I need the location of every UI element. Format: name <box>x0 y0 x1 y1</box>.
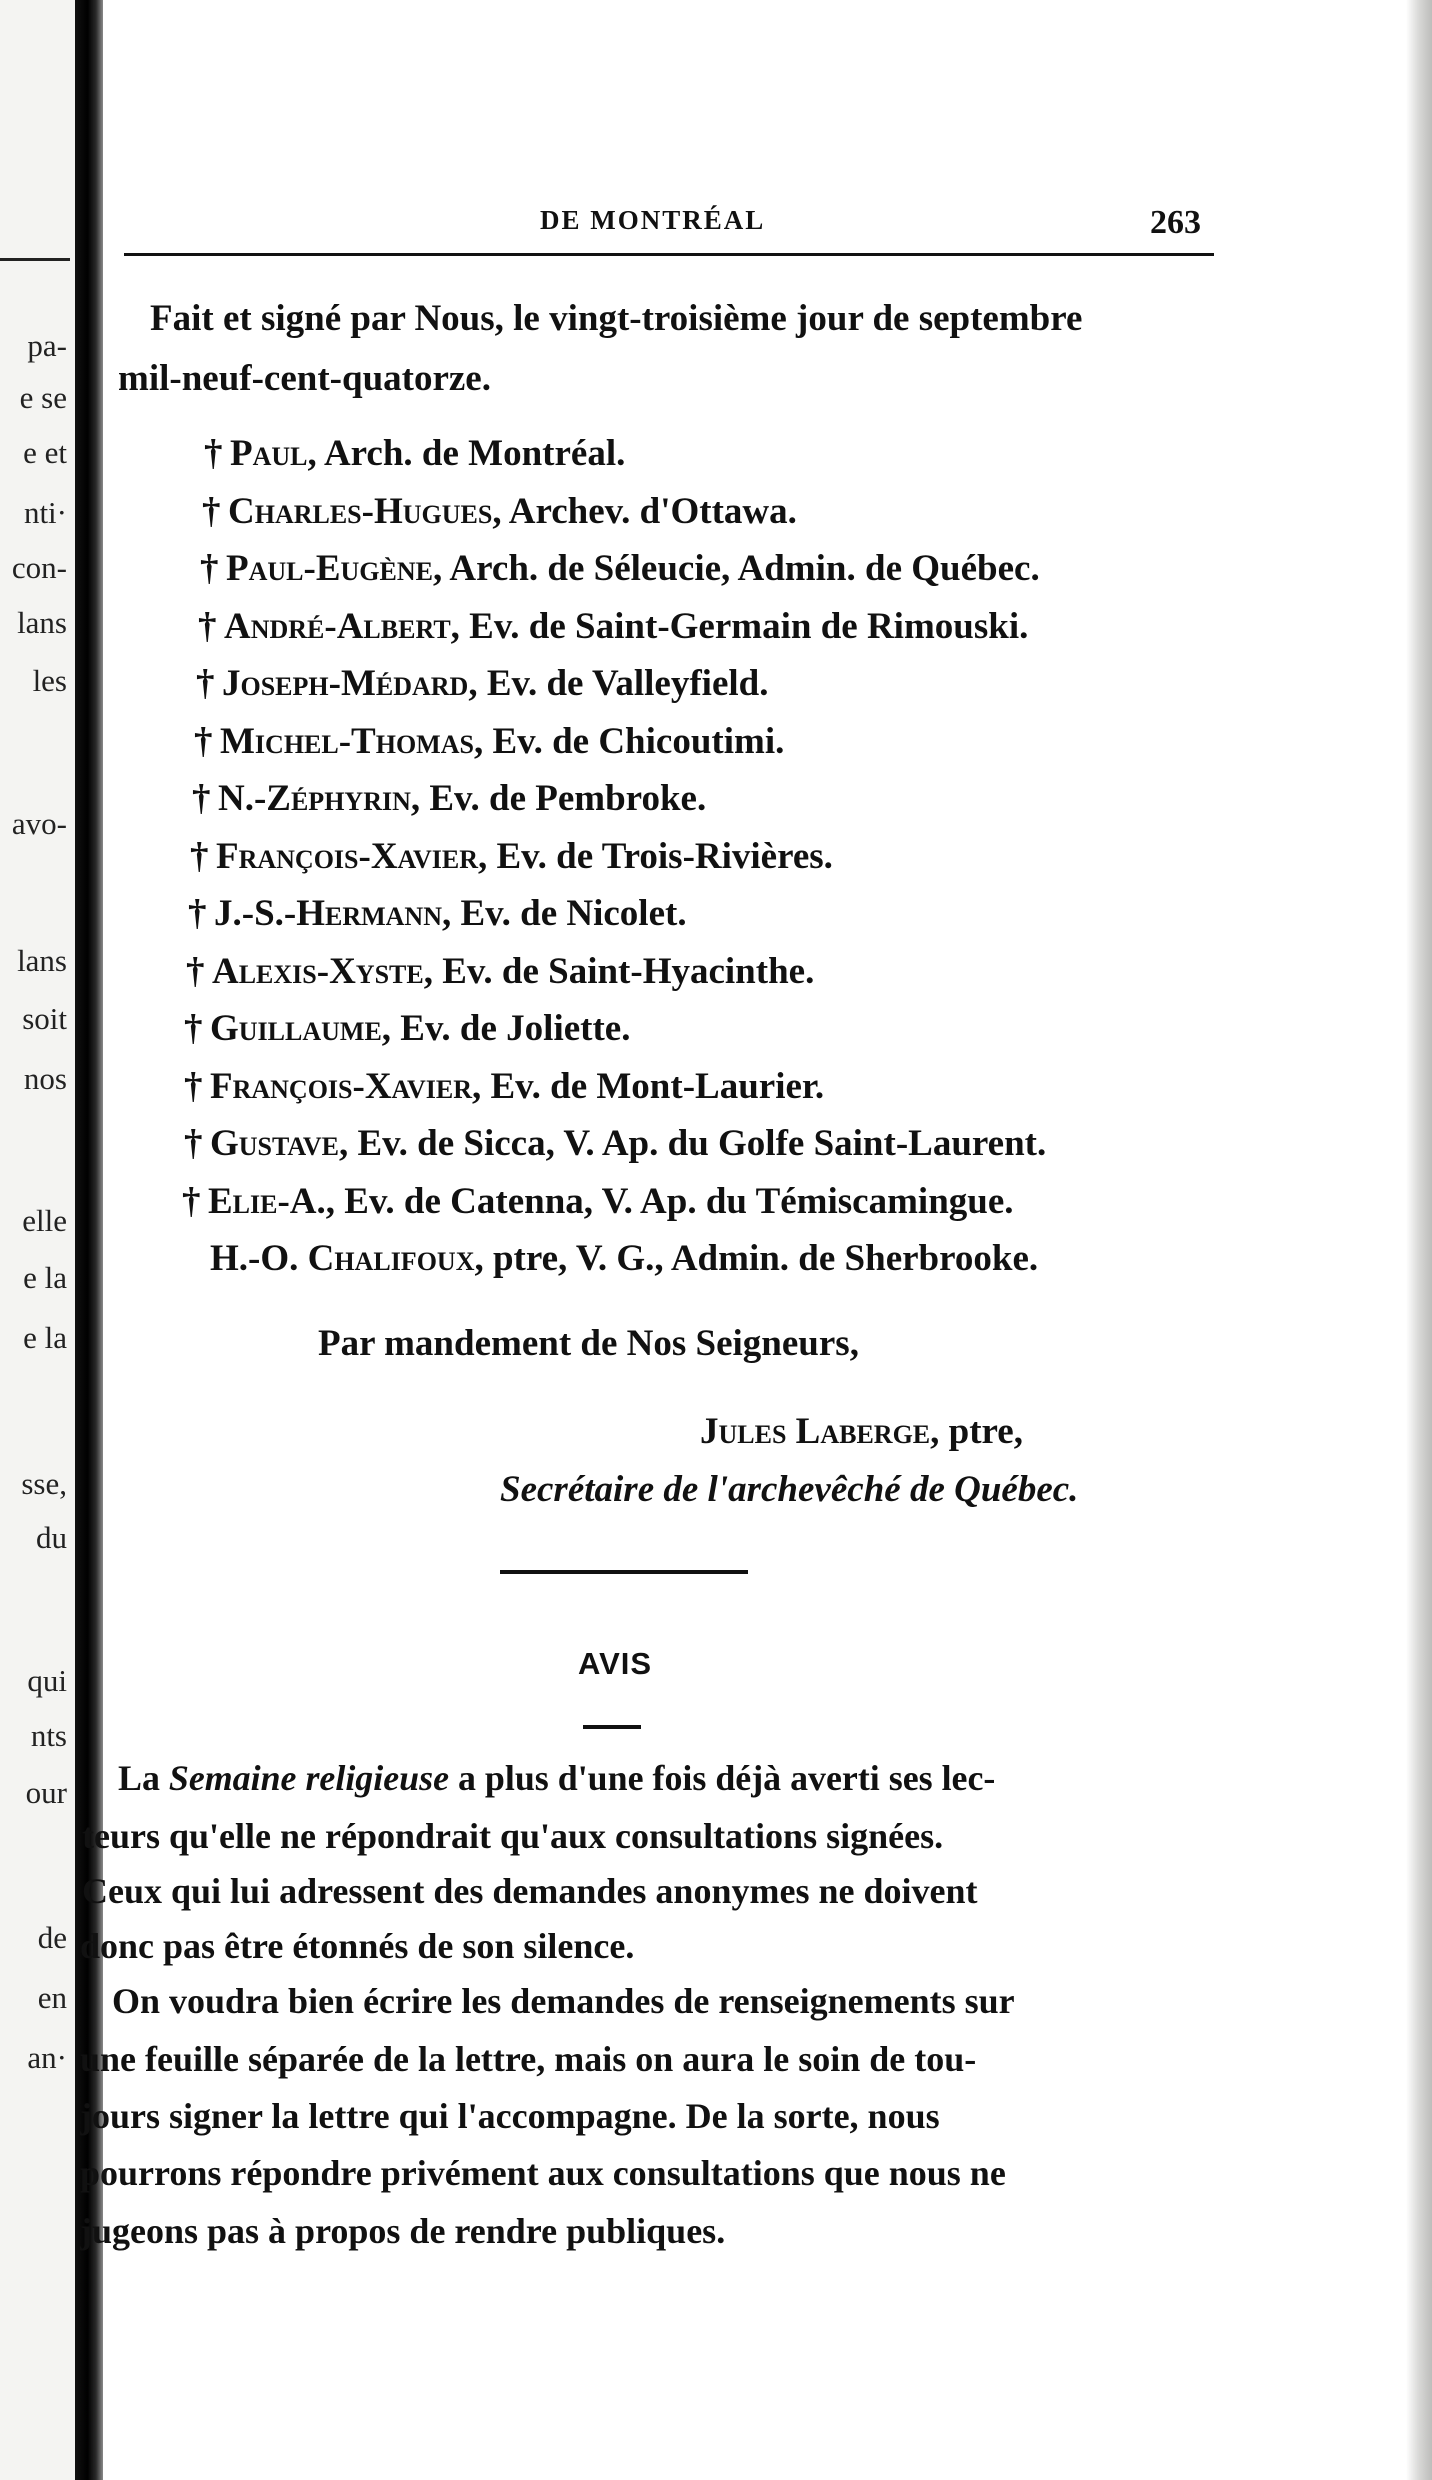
signatory-title: , Ev. de Chicoutimi. <box>473 721 785 762</box>
avis-line <box>118 1752 1215 1805</box>
avis-line: donc pas être étonnés de son silence. <box>80 1926 635 1966</box>
signatory-line <box>196 662 768 705</box>
page-number: 263 <box>1150 204 1201 241</box>
mandement-line: Par mandement de Nos Seigneurs, <box>318 1323 859 1364</box>
facing-page-fragment: an· <box>27 2040 67 2075</box>
signatory-name: Paul <box>230 433 308 474</box>
avis-text: a plus d'une fois déjà averti ses lec- <box>449 1758 996 1798</box>
signatory-line <box>204 432 625 475</box>
cross-symbol: † <box>184 1008 203 1049</box>
signatory-name: André-Albert <box>224 606 451 647</box>
secretary-suffix: , ptre, <box>930 1411 1023 1452</box>
cross-symbol: † <box>188 893 207 934</box>
secretary-signature <box>700 1410 1023 1453</box>
intro-line-1: Fait et signé par Nous, le vingt-troisième jour de septembre <box>150 298 1083 339</box>
facing-page-rule <box>0 258 70 261</box>
cross-symbol: † <box>200 548 219 589</box>
signatory-title: , Ev. de Catenna, V. Ap. du Témiscamingue. <box>325 1181 1014 1222</box>
facing-page-fragment: lans <box>17 605 67 640</box>
signatory-line <box>192 777 706 820</box>
signatory-name: Elie-A. <box>208 1181 326 1222</box>
cross-symbol: † <box>184 1123 203 1164</box>
secretary-name: Jules Laberge <box>700 1411 931 1452</box>
cross-symbol: † <box>184 1066 203 1107</box>
facing-page-fragment: nti· <box>23 495 67 530</box>
facing-page-fragment: nts <box>30 1718 67 1753</box>
cross-symbol: † <box>182 1181 201 1222</box>
facing-page-fragment: elle <box>22 1203 67 1238</box>
signatory-line <box>184 1122 1046 1165</box>
cross-symbol: † <box>192 778 211 819</box>
signatory-title: , Ev. de Nicolet. <box>442 893 687 934</box>
avis-line: jugeons pas à propos de rendre publiques. <box>80 2211 726 2251</box>
signatory-line <box>198 605 1028 648</box>
signatory-name: François-Xavier <box>210 1066 472 1107</box>
avis-line: On voudra bien écrire les demandes de renseignements sur <box>112 1981 1015 2021</box>
signatory-line <box>202 490 797 533</box>
signatory-line <box>200 547 1040 590</box>
intro-line-2: mil-neuf-cent-quatorze. <box>118 358 491 399</box>
signatory-title: , Arch. de Séleucie, Admin. de Québec. <box>432 548 1040 589</box>
signatory-title: , Archev. d'Ottawa. <box>492 491 797 532</box>
signatory-name: Paul-Eugène <box>226 548 433 589</box>
signatory-name: Guillaume <box>210 1008 382 1049</box>
avis-line: Ceux qui lui adressent des demandes anonymes ne doivent <box>82 1871 978 1911</box>
facing-page-fragment: sse, <box>21 1466 67 1501</box>
signatory-name: N.-Zéphyrin <box>218 778 411 819</box>
facing-page-fragment: nos <box>23 1061 67 1096</box>
signatory-title: , Ev. de Trois-Rivières. <box>478 836 833 877</box>
facing-page-fragment: avo- <box>11 806 67 841</box>
avis-heading: AVIS <box>578 1646 653 1681</box>
facing-page-fragment: en <box>37 1980 67 2015</box>
facing-page-fragment: our <box>25 1775 67 1810</box>
facing-page-strip <box>0 0 75 2480</box>
secretary-title: Secrétaire de l'archevêché de Québec. <box>500 1469 1079 1510</box>
signatory-title: , Ev. de Pembroke. <box>410 778 707 819</box>
running-head: DE MONTRÉAL <box>540 205 766 235</box>
facing-page-fragment: les <box>32 663 67 698</box>
signatory-name: Charles-Hugues <box>228 491 493 532</box>
signatory-name: Michel-Thomas <box>220 721 474 762</box>
signatory-title: , ptre, V. G., Admin. de Sherbrooke. <box>474 1238 1039 1279</box>
section-separator <box>500 1570 748 1574</box>
cross-symbol: † <box>186 951 205 992</box>
signatory-line <box>186 950 814 993</box>
signatory-title: , Ev. de Saint-Hyacinthe. <box>423 951 815 992</box>
signatory-title: , Arch. de Montréal. <box>307 433 626 474</box>
signatory-line <box>184 1007 630 1050</box>
signatory-name: Alexis-Xyste <box>212 951 424 992</box>
heading-dash <box>583 1725 641 1729</box>
avis-line: pourrons répondre privément aux consultations que nous ne <box>80 2153 1006 2193</box>
avis-text: La <box>118 1758 169 1798</box>
signatory-name: H.-O. Chalifoux <box>210 1238 475 1279</box>
signatory-line <box>188 892 687 935</box>
avis-line: teurs qu'elle ne répondrait qu'aux consultations signées. <box>82 1816 944 1856</box>
signatory-title: , Ev. de Mont-Laurier. <box>472 1066 825 1107</box>
signatory-title: , Ev. de Sicca, V. Ap. du Golfe Saint-Laurent. <box>338 1123 1047 1164</box>
signatory-line <box>194 720 784 763</box>
signatory-line <box>184 1065 824 1108</box>
cross-symbol: † <box>198 606 217 647</box>
cross-symbol: † <box>196 663 215 704</box>
signatory-line <box>190 835 833 878</box>
facing-page-fragment: de <box>37 1920 67 1955</box>
header-rule <box>124 253 1214 256</box>
signatory-title: , Ev. de Valleyfield. <box>468 663 769 704</box>
facing-page-fragment: lans <box>17 943 67 978</box>
signatory-name: J.-S.-Hermann <box>214 893 442 934</box>
signatory-name: Joseph-Médard <box>222 663 469 704</box>
facing-page-fragment: e se <box>19 380 67 415</box>
facing-page-fragment: du <box>36 1520 67 1555</box>
signatory-line <box>210 1237 1038 1280</box>
avis-line: jours signer la lettre qui l'accompagne. De la sorte, nous <box>80 2096 940 2136</box>
facing-page-fragment: con- <box>11 550 67 585</box>
facing-page-fragment: soit <box>22 1001 67 1036</box>
signatory-line <box>182 1180 1014 1223</box>
signatory-name: François-Xavier <box>216 836 478 877</box>
signatory-title: , Ev. de Saint-Germain de Rimouski. <box>450 606 1029 647</box>
facing-page-fragment: e la <box>23 1320 67 1355</box>
facing-page-fragment: e et <box>23 435 67 470</box>
cross-symbol: † <box>194 721 213 762</box>
facing-page-fragment: e la <box>23 1260 67 1295</box>
facing-page-fragment: pa- <box>27 328 67 363</box>
cross-symbol: † <box>204 433 223 474</box>
avis-line: une feuille séparée de la lettre, mais on aura le soin de tou- <box>80 2039 977 2079</box>
cross-symbol: † <box>190 836 209 877</box>
page-edge-shadow <box>1406 0 1432 2480</box>
signatory-name: Gustave <box>210 1123 339 1164</box>
facing-page-fragment: qui <box>27 1663 67 1698</box>
publication-title: Semaine religieuse <box>168 1758 450 1798</box>
cross-symbol: † <box>202 491 221 532</box>
signatory-title: , Ev. de Joliette. <box>381 1008 631 1049</box>
